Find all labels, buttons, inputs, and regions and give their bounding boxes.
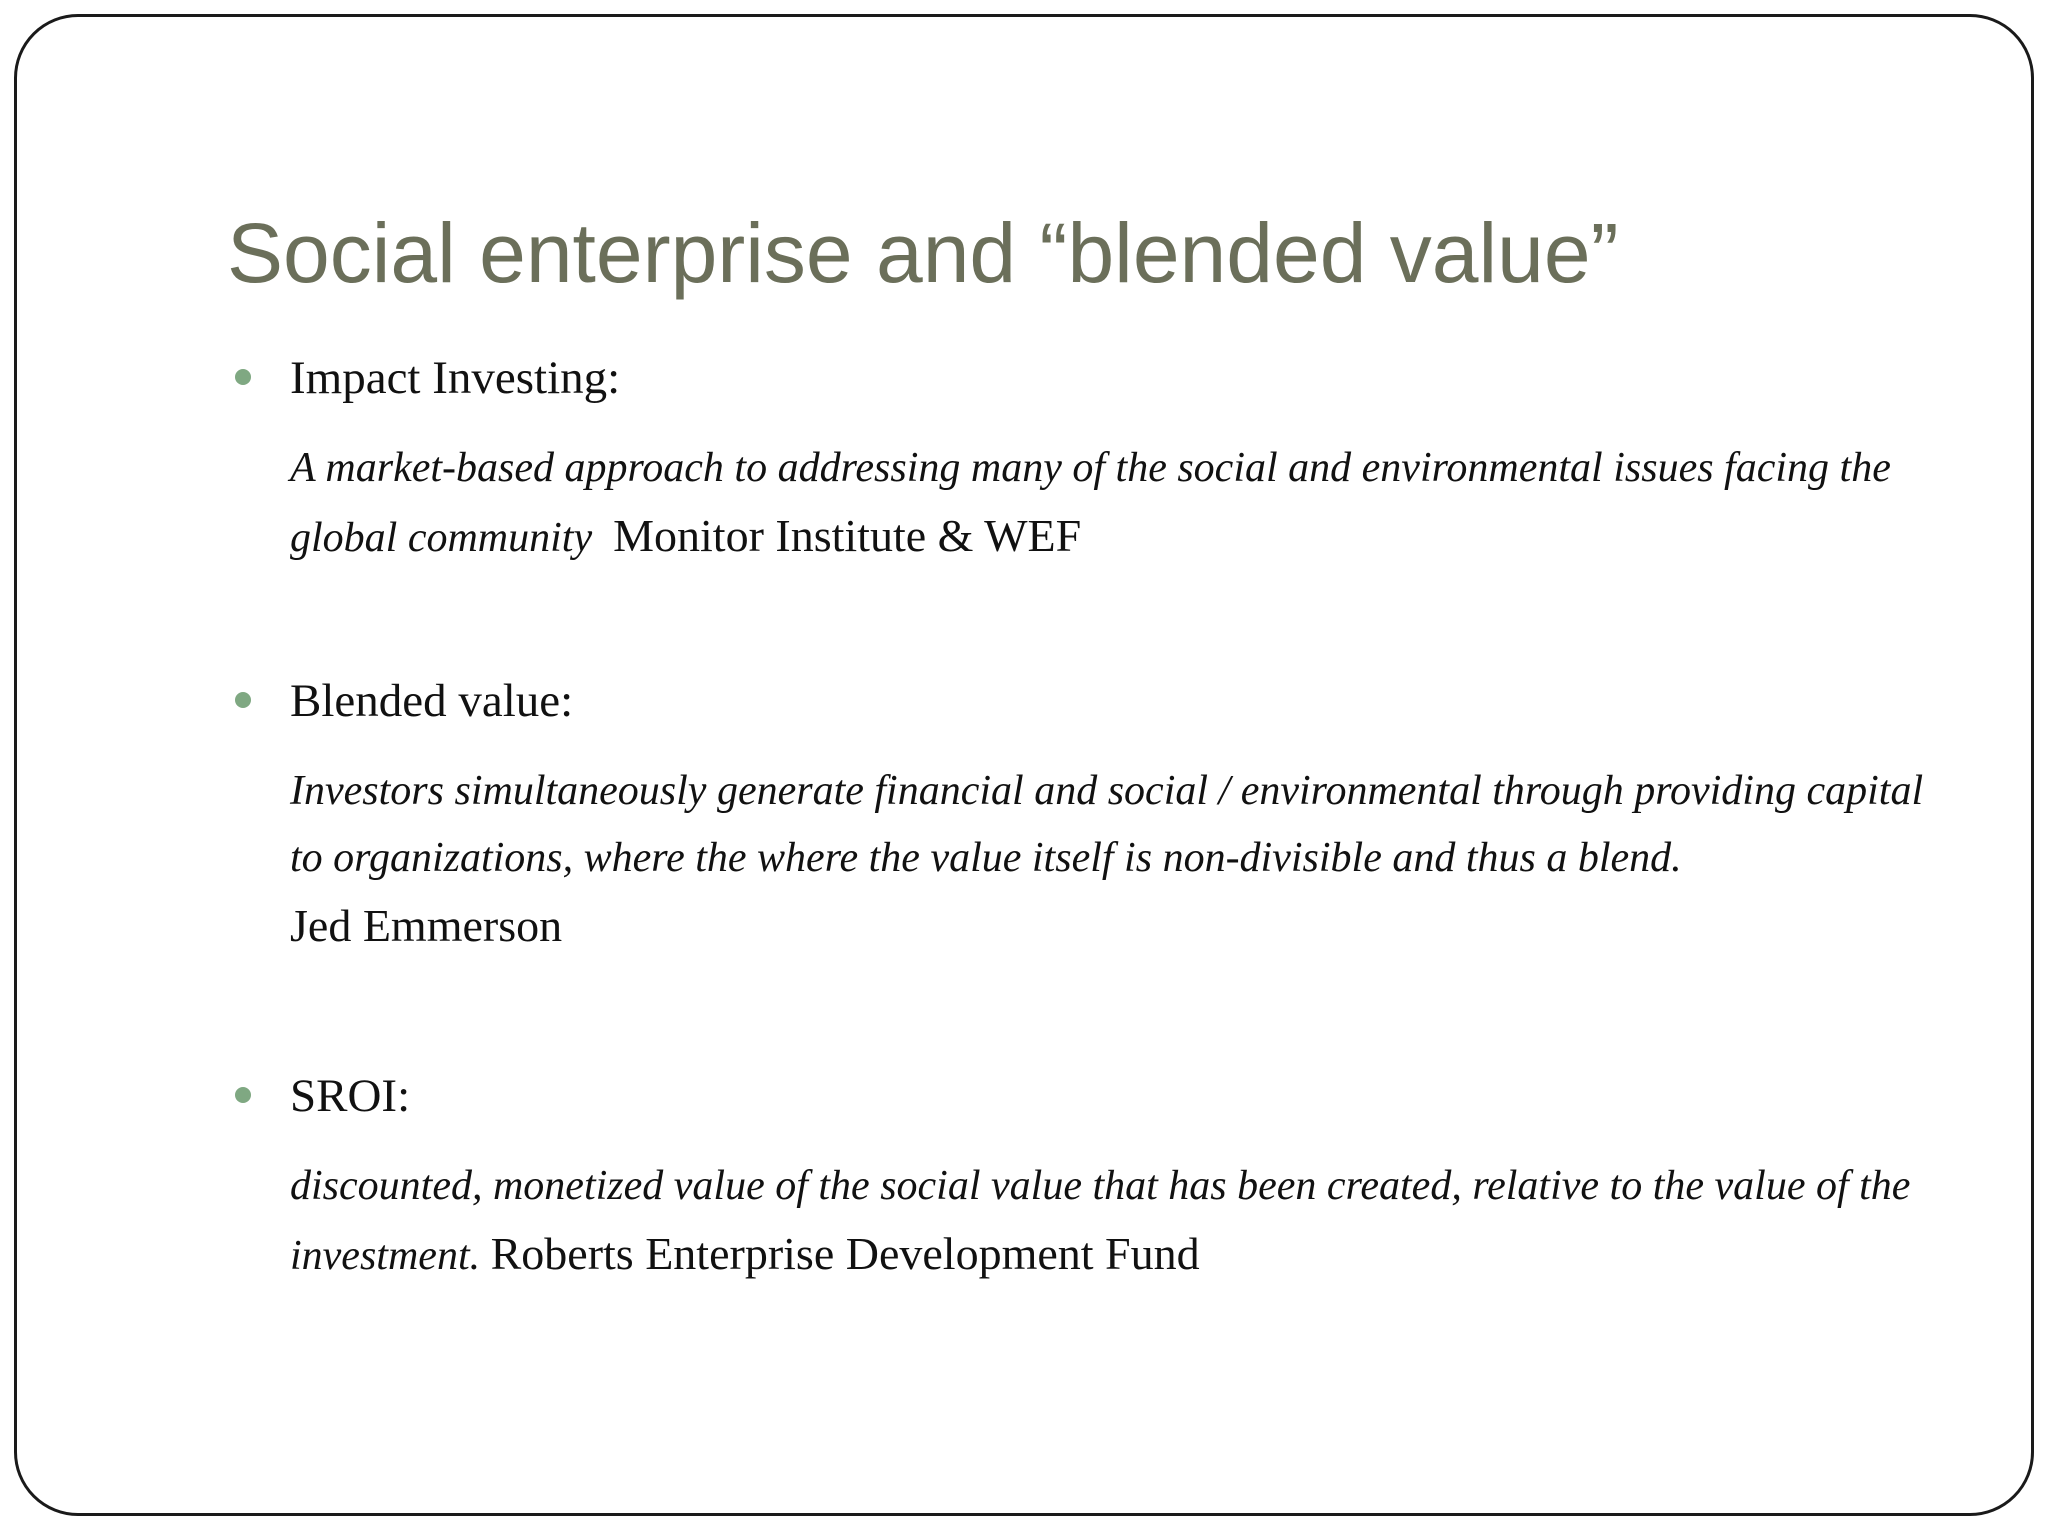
attribution: Monitor Institute & WEF (613, 510, 1082, 561)
bullet-dot-icon (235, 1087, 251, 1103)
bullet-definition (290, 758, 1947, 962)
definition-text: A market-based approach to addressing many of the social and environmental issues facing the global community (290, 445, 1891, 561)
attribution: Roberts Enterprise Development Fund (490, 1228, 1200, 1279)
slide-frame (14, 14, 2034, 1516)
bullet-dot-icon (235, 369, 251, 385)
bullet-heading: Blended value: (290, 675, 574, 727)
bullet-item-sroi (227, 1067, 1947, 1290)
bullet-definition (290, 435, 1947, 572)
bullet-item-blended-value (227, 672, 1947, 962)
slide-title: Social enterprise and “blended value” (227, 206, 1619, 300)
bullet-heading: Impact Investing: (290, 352, 621, 404)
bullet-definition (290, 1153, 1947, 1290)
definition-text: Investors simultaneously generate financial and social / environmental through providing capital to organizations, where the where the value itself is non-divisible and thus a blend. (290, 768, 1924, 881)
bullet-list (17, 17, 2031, 1513)
definition-text: discounted, monetized value of the social value that has been created, relative to the value of the investment. (290, 1163, 1911, 1279)
attribution: Jed Emmerson (290, 900, 563, 951)
bullet-dot-icon (235, 692, 251, 708)
bullet-heading: SROI: (290, 1070, 411, 1122)
bullet-item-impact-investing (227, 349, 1947, 572)
